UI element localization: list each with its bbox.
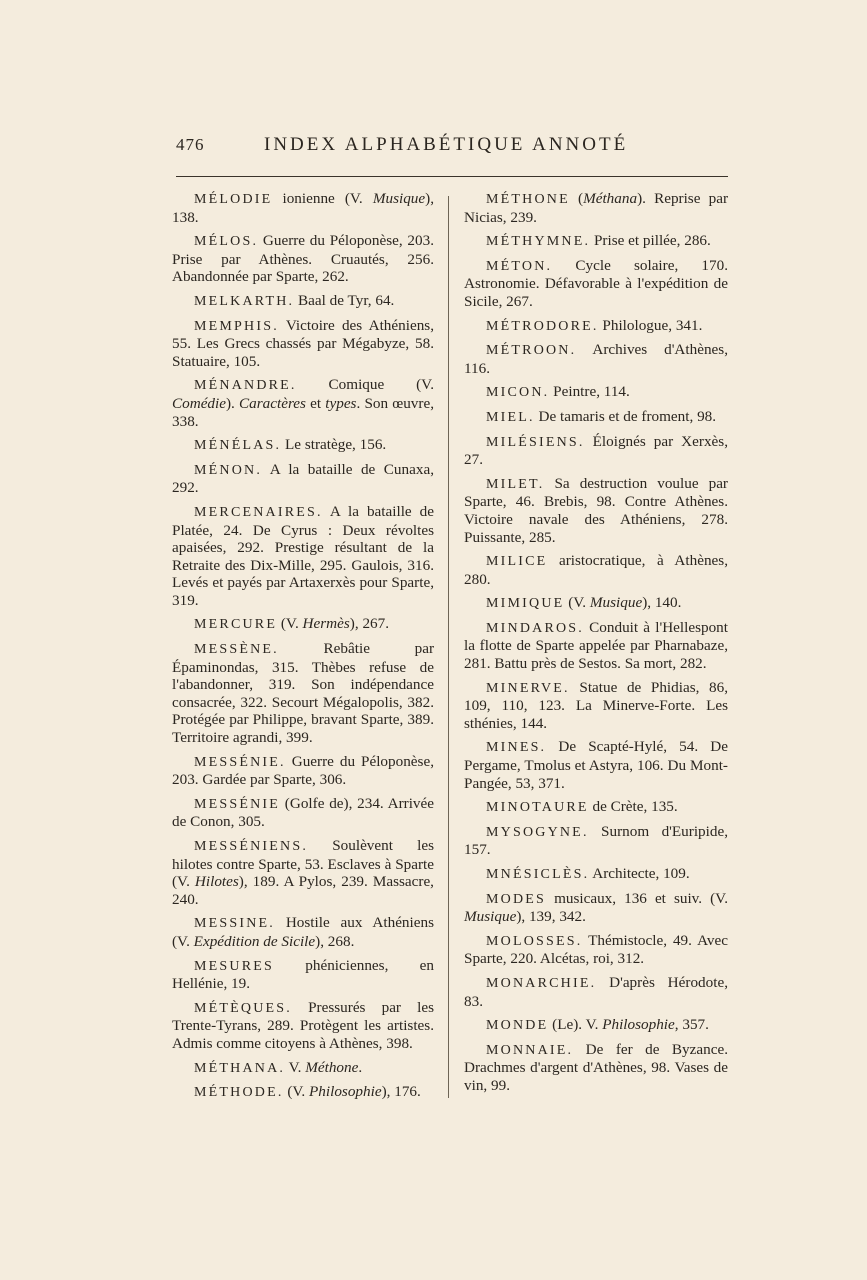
entry-headword: MOLOSSES.: [486, 933, 583, 949]
entry-text: Cycle solaire, 170. Astronomie. Défavorable à l'expédition de Sicile, 267.: [464, 256, 728, 310]
entry-text: Architecte, 109.: [589, 865, 690, 882]
entry-headword: MÉTROON.: [486, 343, 577, 359]
entry-headword: MÉTHONE: [486, 192, 570, 207]
index-entry: [464, 738, 728, 792]
entry-text: Baal de Tyr, 64.: [294, 291, 395, 309]
entry-headword: MNÉSICLÈS.: [486, 867, 590, 882]
entry-text: Philologue, 341.: [598, 316, 703, 334]
entry-text: ).: [226, 394, 240, 412]
entry-text: Pressurés par les Trente-Tyrans, 289. Protègent les artistes. Admis comme citoyens à Athènes, 398.: [172, 998, 434, 1052]
entry-text: .: [358, 1058, 363, 1076]
index-entry: [172, 753, 434, 789]
index-entry: [172, 461, 434, 497]
entry-text: Caractères: [239, 394, 306, 412]
index-column-right: [464, 190, 728, 1101]
entry-text: Rebâtie par Épaminondas, 315. Thèbes refuse de l'abandonner, 319. Son indépendance consacrée, 322. Secourt Mégalopolis, 382. Protégée par Philippe, bravant Sparte, 389. Territoire agrandi, 399.: [172, 640, 434, 747]
index-entry: [464, 798, 728, 817]
index-entry: [464, 317, 728, 336]
entry-text: A la bataille de Cunaxa, 292.: [172, 460, 434, 497]
entry-text: Conduit à l'Hellespont la flotte de Sparte appelée par Pharnabaze, 281. Battu près de Sestos. Sa mort, 282.: [464, 618, 728, 673]
entry-headword: MILÉSIENS.: [486, 434, 585, 450]
entry-text: Expédition de Sicile: [193, 932, 316, 950]
entry-headword: MESSINE.: [194, 916, 275, 932]
page-number: 476: [176, 135, 205, 154]
entry-text: Guerre du Péloponèse, 203. Gardée par Sparte, 306.: [172, 752, 434, 789]
index-entry: [464, 679, 728, 733]
entry-text: Musique: [464, 908, 517, 926]
entry-headword: MESSÉNIENS.: [194, 839, 309, 854]
entry-text: Statue de Phidias, 86, 109, 110, 123. La Minerve-Forte. Les sthénies, 144.: [464, 678, 728, 732]
index-entry: [464, 823, 728, 859]
entry-text: Méthone: [305, 1058, 359, 1076]
entry-text: (Golfe de), 234. Arrivée de Conon, 305.: [172, 794, 434, 831]
entry-headword: MERCENAIRES.: [194, 504, 323, 520]
entry-text: de Crète, 135.: [588, 798, 678, 816]
entry-text: Éloignés par Xerxès, 27.: [464, 432, 728, 469]
entry-headword: MINDAROS.: [486, 620, 584, 636]
running-title: INDEX ALPHABÉTIQUE ANNOTÉ: [264, 134, 629, 155]
entry-text: ), 267.: [349, 615, 390, 633]
entry-text: ), 139, 342.: [516, 908, 586, 926]
entry-text: Victoire des Athéniens, 55. Les Grecs chassés par Mégabyze, 58. Statuaire, 105.: [172, 316, 434, 370]
entry-headword: MYSOGYNE.: [486, 824, 589, 840]
entry-text: De fer de Byzance. Drachmes d'argent d'Athènes, 98. Vases de vin, 99.: [464, 1040, 728, 1094]
entry-headword: MINERVE.: [486, 680, 570, 696]
index-entry: [464, 619, 728, 673]
index-entry: [464, 408, 728, 427]
entry-text: Le stratège, 156.: [281, 436, 387, 454]
index-entry: [172, 615, 434, 634]
entry-headword: MILICE: [486, 554, 548, 570]
index-column-left: [172, 190, 434, 1108]
entry-headword: MESSÉNIE: [194, 796, 281, 812]
column-divider: [448, 196, 449, 1098]
index-entry: [172, 1059, 434, 1078]
entry-text: Archives d'Athènes, 116.: [464, 341, 728, 377]
index-entry: [172, 957, 434, 993]
entry-text: Surnom d'Euripide, 157.: [464, 822, 728, 859]
index-entry: [172, 292, 434, 311]
entry-text: Hermès: [302, 615, 350, 633]
entry-headword: MELKARTH.: [194, 293, 295, 309]
entry-text: (Le). V.: [548, 1016, 603, 1034]
entry-text: (: [569, 190, 584, 207]
entry-headword: MIEL.: [486, 409, 535, 425]
index-entry: [172, 503, 434, 610]
entry-headword: MESSÈNE.: [194, 642, 279, 658]
index-entry: [464, 257, 728, 311]
index-entry: [464, 932, 728, 968]
entry-text: Hostile aux Athéniens (V.: [172, 914, 434, 950]
entry-text: Sa destruction voulue par Sparte, 46. Brebis, 98. Contre Athènes. Victoire navale des Athéniens, 278. Puissante, 285.: [464, 474, 728, 546]
entry-headword: MILET.: [486, 476, 545, 492]
index-entry: [172, 1083, 434, 1102]
index-entry: [172, 232, 434, 286]
index-entry: [464, 865, 728, 884]
entry-text: ), 176.: [381, 1083, 421, 1101]
entry-text: aristocratique, à Athènes, 280.: [464, 552, 728, 588]
index-entry: [172, 999, 434, 1053]
entry-headword: MINOTAURE: [486, 800, 589, 816]
entry-text: D'après Hérodote, 83.: [464, 973, 728, 1010]
entry-text: Musique: [589, 594, 643, 612]
entry-text: (V.: [277, 615, 303, 633]
index-entry: [172, 795, 434, 831]
entry-text: De tamaris et de froment, 98.: [534, 407, 717, 425]
entry-headword: MÉTHANA.: [194, 1060, 286, 1076]
entry-headword: MIMIQUE: [486, 596, 565, 612]
entry-headword: MONDE: [486, 1018, 549, 1034]
index-entry: [172, 436, 434, 455]
entry-text: Philosophie: [602, 1016, 675, 1034]
index-entry: [172, 640, 434, 747]
entry-headword: MÉTHYMNE.: [486, 234, 591, 250]
entry-headword: MÉTRODORE.: [486, 318, 599, 334]
entry-text: (V.: [564, 594, 590, 612]
index-entry: [464, 341, 728, 377]
index-entry: [464, 552, 728, 588]
entry-text: Thémistocle, 49. Avec Sparte, 220. Alcétas, roi, 312.: [464, 931, 728, 968]
index-entry: [464, 190, 728, 226]
index-entry: [464, 890, 728, 926]
header-rule: [176, 176, 728, 177]
index-entry: [464, 475, 728, 546]
entry-headword: MERCURE: [194, 617, 278, 633]
entry-headword: MESURES: [194, 958, 274, 974]
entry-text: Philosophie: [309, 1083, 382, 1101]
entry-headword: MÉTÈQUES.: [194, 1000, 292, 1016]
entry-text: . Son œuvre, 338.: [172, 394, 434, 430]
entry-text: Peintre, 114.: [549, 383, 630, 401]
entry-headword: MÉNANDRE.: [194, 378, 297, 394]
entry-text: Méthana: [583, 190, 638, 207]
entry-headword: MÉNON.: [194, 462, 263, 478]
entry-text: Hilotes: [194, 873, 239, 891]
entry-text: types: [325, 394, 357, 412]
entry-text: V.: [285, 1058, 306, 1076]
entry-headword: MÉTON.: [486, 258, 553, 274]
index-entry: [172, 914, 434, 950]
entry-text: A la bataille de Platée, 24. De Cyrus : Deux révoltes apaisées, 292. Prestige résultant de la Retraite des Dix-Mille, 295. Gaulois, 316. Levés et payés par Artaxerxès pour Sparte, 319.: [172, 502, 434, 609]
entry-headword: MÉLOS.: [194, 234, 259, 250]
index-entry: [464, 1016, 728, 1035]
entry-text: Soulèvent les hilotes contre Sparte, 53. Esclaves à Sparte (V.: [172, 837, 434, 891]
entry-headword: MINES.: [486, 740, 547, 756]
entry-headword: MONNAIE.: [486, 1042, 574, 1058]
index-entry: [464, 1041, 728, 1095]
entry-text: phéniciennes, en Hellénie, 19.: [172, 956, 434, 993]
entry-text: , 357.: [674, 1016, 709, 1034]
entry-text: et: [305, 394, 326, 412]
entry-text: ), 140.: [642, 594, 682, 612]
entry-headword: MICON.: [486, 385, 550, 401]
index-entry: [172, 190, 434, 226]
entry-headword: MEMPHIS.: [194, 318, 279, 334]
entry-headword: MONARCHIE.: [486, 975, 597, 991]
entry-text: ), 189. A Pylos, 239. Massacre, 240.: [172, 873, 434, 908]
index-entry: [172, 837, 434, 908]
index-entry: [464, 974, 728, 1010]
entry-text: (V.: [283, 1083, 310, 1101]
index-entry: [464, 433, 728, 469]
entry-text: ). Reprise par Nicias, 239.: [464, 190, 729, 226]
entry-text: ), 138.: [172, 190, 434, 226]
index-entry: [464, 232, 728, 251]
entry-text: Guerre du Péloponèse, 203. Prise par Athènes. Cruautés, 256. Abandonnée par Sparte, 262.: [172, 232, 434, 286]
entry-headword: MÉTHODE.: [194, 1085, 284, 1101]
entry-text: Musique: [372, 190, 426, 207]
entry-text: De Scapté-Hylé, 54. De Pergame, Tmolus et Astyra, 106. Du Mont-Pangée, 53, 371.: [464, 738, 728, 792]
entry-headword: MODES: [486, 891, 547, 907]
entry-headword: MESSÉNIE.: [194, 754, 286, 770]
index-entry: [464, 383, 728, 402]
entry-headword: MÉNÉLAS.: [194, 438, 282, 454]
entry-text: Comique (V.: [296, 376, 434, 394]
index-entry: [172, 376, 434, 430]
entry-text: ionienne (V.: [272, 190, 373, 207]
entry-text: ), 268.: [315, 932, 355, 950]
entry-text: musicaux, 136 et suiv. (V.: [546, 889, 728, 907]
index-entry: [464, 594, 728, 613]
entry-headword: MÉLODIE: [194, 192, 273, 207]
entry-text: Comédie: [172, 394, 226, 412]
index-entry: [172, 317, 434, 371]
entry-text: Prise et pillée, 286.: [590, 232, 711, 250]
